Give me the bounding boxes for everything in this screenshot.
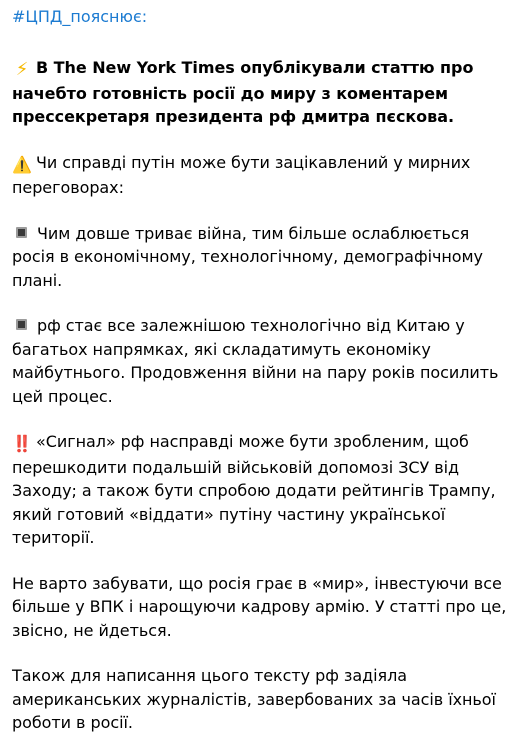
spacer xyxy=(12,292,515,314)
spacer xyxy=(12,129,515,151)
point-one-text: Чим довше триває війна, тим більше ослаблюється росія в економічному, технологічному, демографічному плані. xyxy=(12,223,483,290)
black-square-bullet-icon xyxy=(16,319,27,330)
warning-icon: ⚠️ xyxy=(12,154,32,174)
journalists-paragraph xyxy=(12,664,515,735)
question-text: Чи справді путін може бути зацікавлений у мирних переговорах: xyxy=(12,152,471,197)
question-paragraph xyxy=(12,151,515,200)
hashtag-link[interactable]: #ЦПД_пояснює: xyxy=(12,7,148,26)
journalists-text: Також для написання цього тексту рф задіяла американських журналістів, завербованих за часів їхньої роботи в росії. xyxy=(12,666,496,732)
double-exclamation-icon: ‼️ xyxy=(12,434,32,453)
signal-text: «Сигнал» рф насправді може бути зробленим, щоб перешкодити подальшій військовій допомозі ЗСУ від Заходу; а також бути спробою додати рейтингів Трампу, який готовий «віддати» путіну частину української території. xyxy=(12,432,496,547)
spacer xyxy=(12,642,515,664)
spacer xyxy=(12,200,515,222)
point-one-paragraph xyxy=(12,222,515,293)
remember-paragraph xyxy=(12,572,515,643)
point-two-paragraph xyxy=(12,314,515,408)
black-square-bullet-icon xyxy=(16,227,27,238)
lightning-icon: ⚡ xyxy=(15,59,29,80)
point-two-text: рф стає все залежнішою технологічно від Китаю у багатьох напрямках, які складатимуть економіку майбутнього. Продовження війни на пару років посилить цей процес. xyxy=(12,316,499,406)
hashtag-row xyxy=(12,6,515,34)
spacer xyxy=(12,34,515,56)
headline-text: В The New York Times опублікували статтю про начебто готовність росії до миру з коментарем прессекретаря президента рф дмитра пєскова. xyxy=(12,58,474,126)
spacer xyxy=(12,550,515,572)
spacer xyxy=(12,408,515,430)
headline-paragraph xyxy=(12,56,515,129)
signal-paragraph xyxy=(12,430,515,550)
remember-text: Не варто забувати, що росія грає в «мир», інвестуючи все більше у ВПК і нарощуючи кадрову армію. У статті про це, звісно, не йдеться. xyxy=(12,573,507,640)
